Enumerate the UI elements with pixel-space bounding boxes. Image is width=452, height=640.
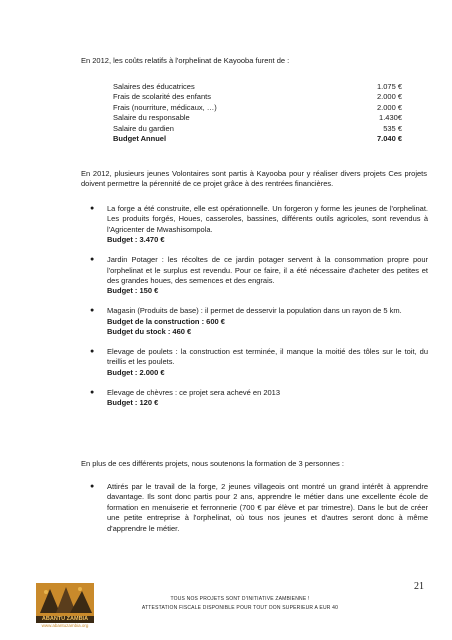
logo-artwork-icon bbox=[36, 583, 94, 616]
project-budget: Budget de la construction : 600 € bbox=[107, 316, 225, 326]
training-list bbox=[90, 482, 428, 544]
project-text: Elevage de poulets : la construction est terminée, il manque la moitié des tôles sur le toit, du treillis et les poulets. bbox=[107, 346, 428, 367]
budget-row bbox=[113, 82, 402, 92]
bullet-icon: ● bbox=[90, 388, 95, 396]
bullet-icon: ● bbox=[90, 205, 95, 212]
training-paragraph: En plus de ces différents projets, nous soutenons la formation de 3 personnes : bbox=[81, 459, 344, 468]
budget-total-row bbox=[113, 134, 402, 144]
bullet-icon: ● bbox=[90, 347, 95, 355]
volunteers-paragraph: En 2012, plusieurs jeunes Volontaires sont partis à Kayooba pour y réaliser divers projets Ces projets doivent permettre la pérennité de ce projet grâce à des rentrées financières. bbox=[81, 169, 427, 189]
budget-row bbox=[113, 103, 402, 113]
project-budget-stock: Budget du stock : 460 € bbox=[107, 327, 192, 337]
budget-label: Frais de scolarité des enfants bbox=[113, 92, 211, 102]
projects-list bbox=[90, 204, 428, 418]
project-budget: Budget : 3.470 € bbox=[107, 235, 165, 245]
budget-row bbox=[113, 92, 402, 102]
budget-row bbox=[113, 113, 402, 123]
budget-amount: 535 € bbox=[383, 123, 402, 133]
budget-amount: 1.430€ bbox=[379, 113, 402, 123]
bullet-icon: ● bbox=[90, 483, 95, 490]
training-text: Attirés par le travail de la forge, 2 jeunes villageois ont montré un grand intérêt à apprendre davantage. Ils sont donc partis pour 2 ans, apprendre le métier dans une excellente école de formation en menuiserie et ferronnerie (700 € par élève et par trimestre). Dans le but de créer une petite entreprise à l'orphelinat, où tous nos jeunes et d'autres seront donc à même d'apprendre le métier. bbox=[107, 482, 428, 533]
budget-label: Salaire du responsable bbox=[113, 113, 190, 123]
project-item bbox=[90, 347, 428, 378]
bullet-icon: ● bbox=[90, 256, 95, 264]
project-item bbox=[90, 255, 428, 297]
budget-total-amount: 7.040 € bbox=[376, 133, 402, 143]
training-item bbox=[90, 482, 428, 534]
budget-amount: 2.000 € bbox=[376, 92, 402, 102]
footer-line-2: ATTESTATION FISCALE DISPONIBLE POUR TOUT DON SUPERIEUR A EUR 40 bbox=[141, 605, 339, 611]
project-item bbox=[90, 204, 428, 246]
budget-table bbox=[113, 82, 402, 144]
project-text: Jardin Potager : les récoltes de ce jardin potager servent à la consommation propre pour l'orphelinat et le surplus est revendu. Pour ce faire, il a été nécessaire d'acheter des petites et des grandes houes, des semences et des engrais. bbox=[107, 255, 428, 285]
project-item bbox=[90, 306, 428, 337]
footer-line-1: TOUS NOS PROJETS SONT D'INITIATIVE ZAMBIENNE ! bbox=[170, 596, 310, 602]
page-number: 21 bbox=[414, 581, 424, 592]
budget-label: Salaire du gardien bbox=[113, 123, 174, 133]
intro-text: En 2012, les coûts relatifs à l'orphelinat de Kayooba furent de : bbox=[81, 56, 290, 65]
budget-amount: 2.000 € bbox=[376, 102, 402, 112]
logo-url: www.abantuzambia.org bbox=[41, 623, 89, 628]
bullet-icon: ● bbox=[90, 307, 95, 315]
abantu-zambia-logo bbox=[36, 583, 94, 629]
logo-name: ABANTU ZAMBIA bbox=[36, 616, 94, 623]
project-text: La forge a été construite, elle est opérationnelle. Un forgeron y forme les jeunes de l'orphelinat. Les produits forgés, Houes, casseroles, bassines, différents outils agricoles, sont revendus à l'Agricenter de Mwashisompola. bbox=[107, 204, 428, 234]
project-budget: Budget : 150 € bbox=[107, 286, 159, 296]
project-budget: Budget : 2.000 € bbox=[107, 367, 165, 377]
budget-total-label: Budget Annuel bbox=[113, 133, 167, 143]
project-text: Magasin (Produits de base) : il permet de desservir la population dans un rayon de 5 km. bbox=[107, 306, 402, 316]
project-text: Elevage de chèvres : ce projet sera achevé en 2013 bbox=[107, 387, 281, 397]
logo-graphic bbox=[36, 583, 94, 616]
budget-label: Salaires des éducatrices bbox=[113, 82, 195, 91]
budget-row bbox=[113, 124, 402, 134]
project-budget: Budget : 120 € bbox=[107, 398, 159, 408]
budget-label: Frais (nourriture, médicaux, …) bbox=[113, 102, 217, 112]
budget-amount: 1.075 € bbox=[376, 82, 402, 91]
project-item bbox=[90, 388, 428, 409]
